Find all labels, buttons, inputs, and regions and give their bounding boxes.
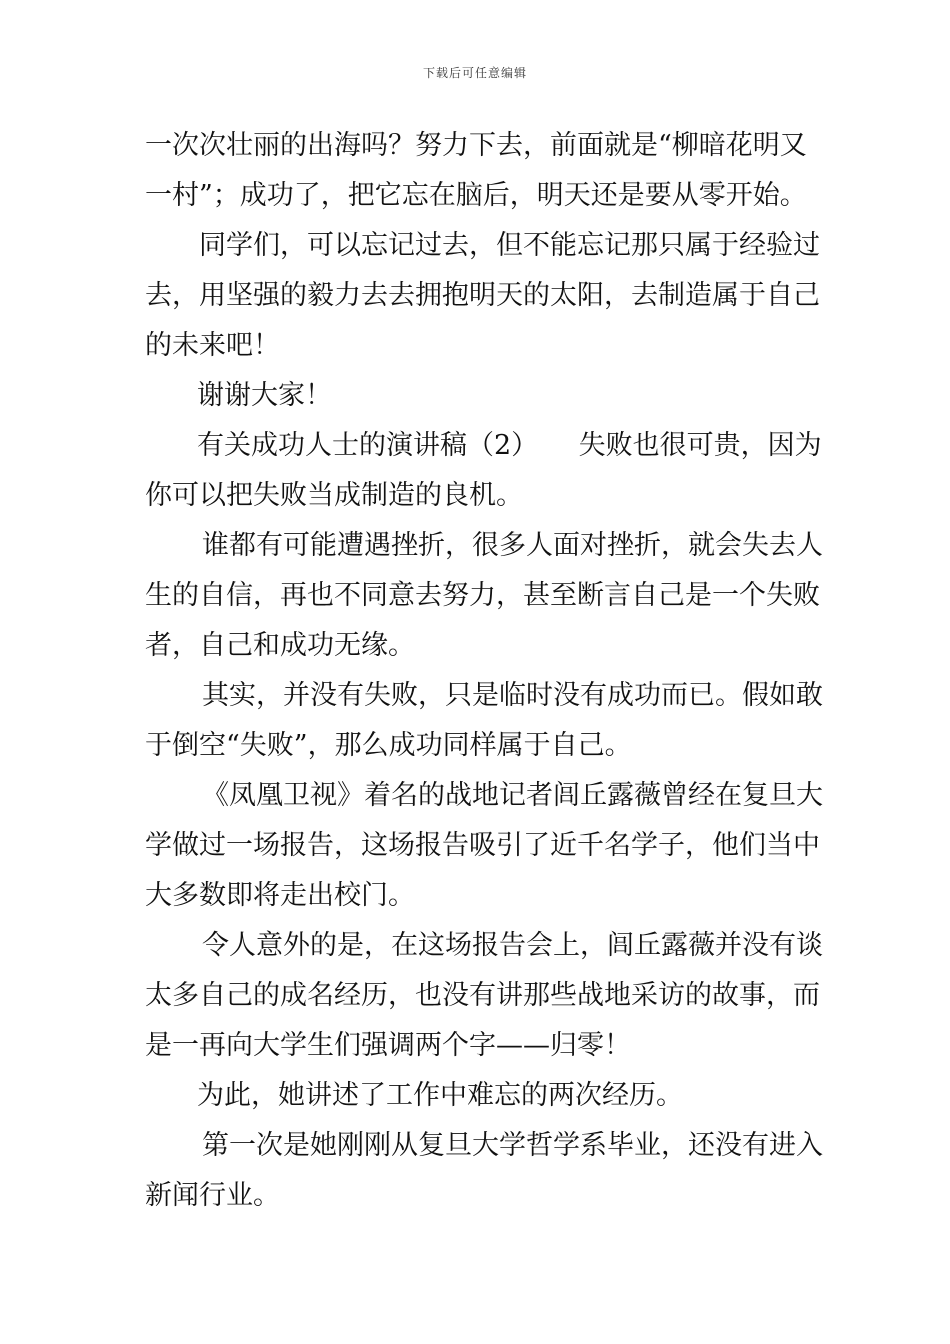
paragraph-line: 于倒空“失败”，那么成功同样属于自己。 <box>145 730 632 761</box>
paragraph-line: 《凤凰卫视》着名的战地记者闾丘露薇曾经在复旦大 <box>202 780 823 811</box>
paragraph-line: 生的自信，再也不同意去努力，甚至断言自己是一个失败 <box>145 580 820 611</box>
document-body <box>145 121 823 1221</box>
paragraph-line: 为此，她讲述了工作中难忘的两次经历。 <box>197 1080 683 1111</box>
paragraph-line: 谁都有可能遭遇挫折，很多人面对挫折，就会失去人 <box>202 530 823 561</box>
paragraph-line: 同学们，可以忘记过去，但不能忘记那只属于经验过 <box>199 230 820 261</box>
paragraph-line: 大多数即将走出校门。 <box>145 880 415 911</box>
paragraph-line: 其实，并没有失败，只是临时没有成功而已。假如敢 <box>202 680 823 711</box>
paragraph-line: 一村”；成功了，把它忘在脑后，明天还是要从零开始。 <box>145 180 807 211</box>
page-header: 下载后可任意编辑 <box>422 66 527 80</box>
paragraph-line: 的未来吧！ <box>145 330 280 361</box>
paragraph-line: 谢谢大家！ <box>197 380 332 411</box>
paragraph-line: 一次次壮丽的出海吗？努力下去，前面就是“柳暗花明又 <box>145 130 807 161</box>
paragraph-line: 新闻行业。 <box>145 1180 280 1211</box>
paragraph-line: 学做过一场报告，这场报告吸引了近千名学子，他们当中 <box>145 830 820 861</box>
paragraph-line: 去，用坚强的毅力去去拥抱明天的太阳，去制造属于自己 <box>145 280 820 311</box>
paragraph-line: 你可以把失败当成制造的良机。 <box>145 480 523 511</box>
paragraph-line: 者，自己和成功无缘。 <box>145 630 415 661</box>
paragraph-line: 第一次是她刚刚从复旦大学哲学系毕业，还没有进入 <box>202 1130 823 1161</box>
paragraph-line: 太多自己的成名经历，也没有讲那些战地采访的故事，而 <box>145 980 820 1011</box>
paragraph-line: 令人意外的是，在这场报告会上，闾丘露薇并没有谈 <box>202 930 823 961</box>
paragraph-line: 有关成功人士的演讲稿（2） 失败也很可贵，因为 <box>197 430 822 461</box>
paragraph-line: 是一再向大学生们强调两个字——归零！ <box>145 1030 631 1061</box>
